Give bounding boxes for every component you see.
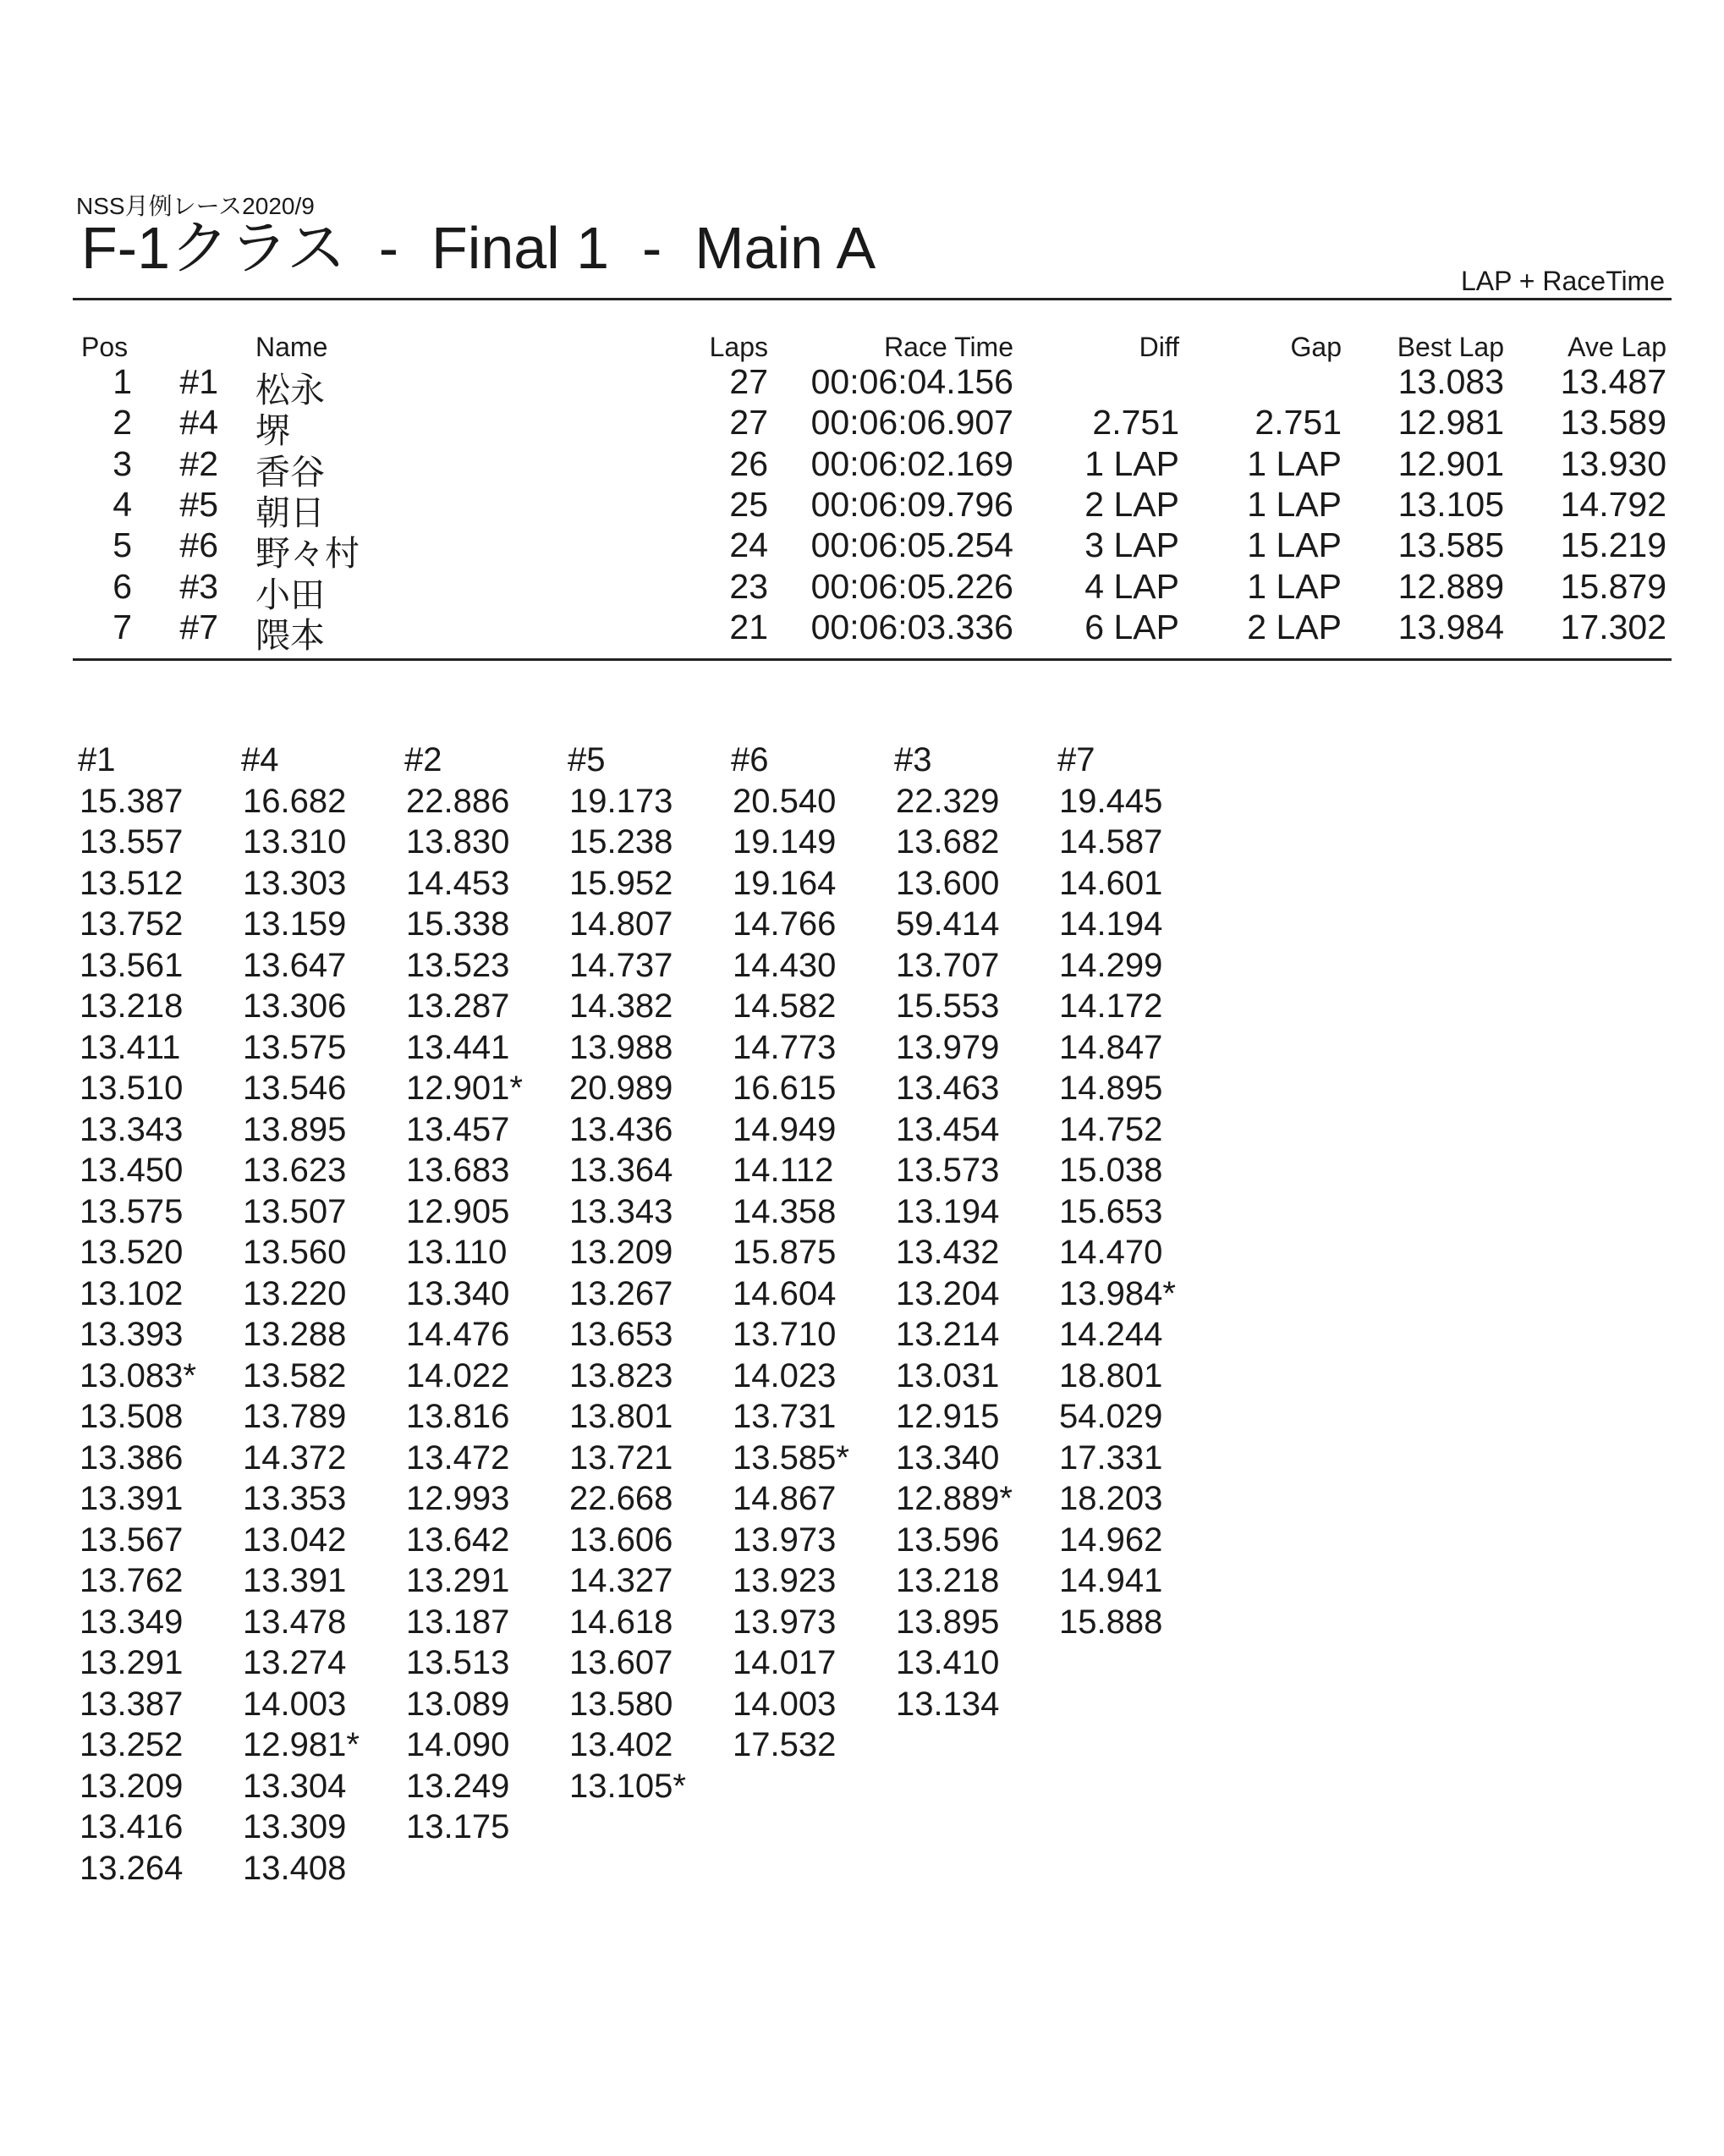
lap-time: 13.291 [80,1644,184,1681]
lap-time: 13.454 [896,1110,1000,1148]
result-name: 隈本 [255,615,325,655]
lap-time: 19.445 [1059,782,1163,820]
lap-column-header: #2 [404,741,442,778]
header-gap: Gap [1290,332,1342,362]
lap-time: 13.304 [243,1767,347,1805]
result-pos: 1 [113,362,132,401]
lap-time: 14.807 [569,905,673,943]
result-laps: 24 [729,525,768,565]
lap-time: 15.888 [1059,1603,1163,1641]
result-laps: 27 [729,403,768,443]
result-best-lap: 13.083 [1397,362,1504,401]
lap-time: 13.582 [243,1356,347,1394]
result-race-time: 00:06:04.156 [810,362,1013,401]
lap-time: 54.029 [1059,1398,1163,1435]
lap-time: 13.984* [1059,1274,1176,1312]
lap-time: 13.546 [243,1070,347,1107]
lap-time: 13.623 [243,1152,347,1189]
result-ave-lap: 15.219 [1560,525,1666,565]
lap-time: 13.707 [896,946,1000,984]
lap-time: 13.343 [569,1192,673,1230]
lap-time: 17.532 [733,1726,837,1763]
result-pos: 4 [113,484,132,524]
lap-time: 13.575 [243,1028,347,1066]
lap-time: 14.453 [406,864,510,902]
lap-time: 13.642 [406,1521,510,1559]
lap-time: 13.573 [896,1152,1000,1189]
lap-time: 13.895 [243,1110,347,1148]
lap-time: 14.604 [733,1274,837,1312]
result-race-time: 00:06:05.226 [810,566,1013,606]
result-name: 松永 [255,371,325,410]
result-gap: 1 LAP [1247,443,1342,483]
lap-time: 14.962 [1059,1521,1163,1559]
result-pos: 2 [113,403,132,443]
report-title: F-1クラス - Final 1 - Main A [81,215,876,281]
lap-time: 14.941 [1059,1562,1163,1599]
lap-time: 13.411 [80,1028,181,1066]
result-race-time: 00:06:05.254 [810,525,1013,565]
lap-time: 13.410 [896,1644,1000,1681]
lap-time: 13.580 [569,1685,673,1723]
lap-time: 22.886 [406,782,510,820]
lap-time: 13.252 [80,1726,184,1763]
result-laps: 21 [729,607,768,646]
lap-time: 14.430 [733,946,837,984]
lap-time: 20.989 [569,1070,673,1107]
lap-time: 13.402 [569,1726,673,1763]
lap-time: 13.194 [896,1192,1000,1230]
lap-time: 13.187 [406,1603,510,1641]
lap-time: 13.600 [896,864,1000,902]
lap-time: 13.513 [406,1644,510,1681]
lap-time: 13.979 [896,1028,1000,1066]
lap-time: 13.510 [80,1070,184,1107]
result-gap: 1 LAP [1247,484,1342,524]
result-laps: 25 [729,484,768,524]
lap-time: 13.436 [569,1110,673,1148]
lap-time: 13.606 [569,1521,673,1559]
lap-time: 15.653 [1059,1192,1163,1230]
lap-time: 12.889* [896,1480,1013,1517]
result-gap: 2.751 [1255,403,1342,443]
header-best-lap: Best Lap [1397,332,1504,362]
result-gap: 1 LAP [1247,525,1342,565]
lap-time: 13.450 [80,1152,184,1189]
lap-time: 13.340 [896,1438,1000,1477]
lap-column-header: #4 [241,741,279,778]
lap-time: 13.731 [733,1398,837,1435]
result-laps: 27 [729,362,768,401]
lap-time: 15.387 [80,782,184,820]
lap-time: 13.478 [243,1603,347,1641]
lap-time: 13.110 [406,1234,508,1271]
result-race-time: 00:06:03.336 [810,607,1013,646]
lap-time: 13.721 [569,1438,673,1477]
result-best-lap: 12.901 [1397,443,1504,483]
result-race-time: 00:06:06.907 [810,403,1013,443]
lap-time: 13.561 [80,946,184,984]
lap-time: 13.432 [896,1234,1000,1271]
lap-time: 13.801 [569,1398,673,1435]
result-ave-lap: 13.930 [1560,443,1666,483]
report-mode: LAP + RaceTime [1461,266,1665,296]
result-ave-lap: 15.879 [1560,566,1666,606]
result-best-lap: 12.889 [1397,566,1504,606]
lap-time: 13.391 [243,1562,347,1599]
lap-time: 13.287 [406,987,510,1025]
result-ave-lap: 13.487 [1560,362,1666,401]
lap-column-header: #3 [894,741,932,778]
lap-time: 13.762 [80,1562,184,1599]
lap-time: 13.031 [896,1356,1000,1394]
lap-time: 13.218 [80,987,184,1025]
lap-time: 13.507 [243,1192,347,1230]
lap-time: 19.173 [569,782,673,820]
lap-time: 14.017 [733,1644,837,1681]
lap-time: 13.306 [243,987,347,1025]
result-num: #1 [179,362,218,401]
lap-time: 13.683 [406,1152,510,1189]
header-pos: Pos [81,332,129,362]
result-name: 小田 [255,575,325,614]
lap-time: 13.988 [569,1028,673,1066]
result-num: #6 [179,525,218,565]
lap-time: 13.508 [80,1398,184,1435]
lap-time: 13.973 [733,1603,837,1641]
lap-time: 13.393 [80,1316,184,1353]
lap-time: 14.023 [733,1356,837,1394]
lap-time: 13.830 [406,823,510,861]
lap-time: 13.816 [406,1398,510,1435]
result-diff: 1 LAP [1084,443,1179,483]
lap-time: 22.668 [569,1480,673,1517]
lap-time: 19.164 [733,864,837,902]
lap-time: 13.134 [896,1685,1000,1723]
lap-column-header: #6 [731,741,769,778]
result-num: #2 [179,443,218,483]
lap-time: 13.249 [406,1767,510,1805]
lap-time: 13.042 [243,1521,347,1559]
result-diff: 3 LAP [1084,525,1179,565]
lap-time: 13.973 [733,1521,837,1559]
lap-time: 19.149 [733,823,837,861]
lap-time: 13.083* [80,1356,196,1394]
lap-time: 13.267 [569,1274,673,1312]
lap-time: 13.288 [243,1316,347,1353]
result-num: #7 [179,607,218,646]
lap-time: 13.647 [243,946,347,984]
lap-time: 14.112 [733,1152,834,1189]
lap-time: 13.596 [896,1521,1000,1559]
lap-time: 14.299 [1059,946,1163,984]
lap-time: 14.470 [1059,1234,1163,1271]
result-diff: 6 LAP [1084,607,1179,646]
lap-time: 12.915 [896,1398,1000,1435]
lap-time: 14.172 [1059,987,1163,1025]
result-best-lap: 13.585 [1397,525,1504,565]
lap-time: 13.349 [80,1603,184,1641]
lap-time: 13.309 [243,1808,347,1845]
lap-time: 14.766 [733,905,837,943]
result-race-time: 00:06:02.169 [810,443,1013,483]
lap-time: 15.238 [569,823,673,861]
result-name: 朝日 [255,492,325,532]
lap-time: 14.476 [406,1316,510,1353]
lap-time: 13.408 [243,1849,347,1887]
lap-time: 13.102 [80,1274,184,1312]
event-name: NSS月例レース2020/9 [76,193,315,219]
lap-time: 13.159 [243,905,347,943]
lap-time: 13.343 [80,1110,184,1148]
result-laps: 23 [729,566,768,606]
lap-time: 14.003 [733,1685,837,1723]
lap-time: 13.567 [80,1521,184,1559]
lap-time: 13.457 [406,1110,510,1148]
result-ave-lap: 14.792 [1560,484,1666,524]
lap-time: 15.952 [569,864,673,902]
lap-time: 13.575 [80,1192,184,1230]
lap-time: 13.416 [80,1808,184,1845]
lap-time: 13.220 [243,1274,347,1312]
lap-time: 14.382 [569,987,673,1025]
lap-time: 13.752 [80,905,184,943]
lap-time: 14.022 [406,1356,510,1394]
lap-time: 13.653 [569,1316,673,1353]
lap-time: 14.244 [1059,1316,1163,1353]
lap-time: 13.386 [80,1438,184,1477]
result-best-lap: 12.981 [1397,403,1504,443]
lap-time: 12.905 [406,1192,510,1230]
result-gap: 2 LAP [1247,607,1342,646]
lap-time: 14.090 [406,1726,510,1763]
lap-time: 13.089 [406,1685,510,1723]
result-pos: 7 [113,607,132,646]
lap-time: 13.607 [569,1644,673,1681]
lap-time: 13.463 [896,1070,1000,1107]
lap-time: 13.391 [80,1480,184,1517]
lap-time: 13.364 [569,1152,673,1189]
lap-time: 15.875 [733,1234,837,1271]
lap-time: 18.203 [1059,1480,1163,1517]
lap-time: 13.923 [733,1562,837,1599]
lap-time: 13.204 [896,1274,1000,1312]
lap-time: 59.414 [896,905,1000,943]
lap-time: 13.472 [406,1438,510,1477]
header-laps: Laps [709,332,768,362]
lap-time: 13.175 [406,1808,510,1845]
lap-time: 13.682 [896,823,1000,861]
lap-time: 14.601 [1059,864,1163,902]
result-race-time: 00:06:09.796 [810,484,1013,524]
lap-time: 16.682 [243,782,347,820]
lap-column-header: #5 [568,741,606,778]
lap-time: 13.895 [896,1603,1000,1641]
lap-time: 14.847 [1059,1028,1163,1066]
result-laps: 26 [729,443,768,483]
lap-time: 13.523 [406,946,510,984]
lap-time: 13.710 [733,1316,837,1353]
header-rule [73,298,1672,300]
lap-time: 16.615 [733,1070,837,1107]
lap-time: 13.520 [80,1234,184,1271]
header-name: Name [255,332,328,362]
lap-time: 14.949 [733,1110,837,1148]
lap-time: 13.789 [243,1398,347,1435]
lap-column-header: #1 [78,741,116,778]
lap-time: 14.895 [1059,1070,1163,1107]
header-diff: Diff [1139,332,1179,362]
lap-time: 14.582 [733,987,837,1025]
lap-time: 13.353 [243,1480,347,1517]
lap-time: 13.264 [80,1849,184,1887]
lap-time: 13.214 [896,1316,1000,1353]
lap-time: 14.752 [1059,1110,1163,1148]
lap-time: 17.331 [1059,1438,1163,1477]
lap-time: 22.329 [896,782,1000,820]
result-diff: 4 LAP [1084,566,1179,606]
result-pos: 5 [113,525,132,565]
lap-time: 13.209 [569,1234,673,1271]
result-best-lap: 13.984 [1397,607,1504,646]
lap-time: 13.274 [243,1644,347,1681]
lap-time: 14.773 [733,1028,837,1066]
lap-time: 14.867 [733,1480,837,1517]
result-num: #4 [179,403,218,443]
result-diff: 2 LAP [1084,484,1179,524]
result-name: 堺 [255,411,290,451]
lap-time: 13.560 [243,1234,347,1271]
lap-time: 14.737 [569,946,673,984]
result-name: 香谷 [255,452,325,492]
header-race-time: Race Time [884,332,1013,362]
result-ave-lap: 13.589 [1560,403,1666,443]
lap-time: 13.291 [406,1562,510,1599]
lap-time: 13.105* [569,1767,686,1805]
lap-time: 13.585* [733,1438,849,1477]
lap-time: 13.512 [80,864,184,902]
result-num: #3 [179,566,218,606]
lap-time: 12.981* [243,1726,360,1763]
result-pos: 3 [113,443,132,483]
result-num: #5 [179,484,218,524]
lap-time: 13.310 [243,823,347,861]
lap-time: 12.901* [406,1070,523,1107]
lap-time: 18.801 [1059,1356,1163,1394]
lap-time: 13.387 [80,1685,184,1723]
lap-time: 20.540 [733,782,837,820]
header-ave-lap: Ave Lap [1568,332,1666,362]
lap-time: 14.618 [569,1603,673,1641]
lap-time: 13.303 [243,864,347,902]
lap-time: 13.340 [406,1274,510,1312]
lap-time: 13.218 [896,1562,1000,1599]
results-rule [73,658,1672,661]
lap-time: 15.038 [1059,1152,1163,1189]
lap-column-header: #7 [1057,741,1095,778]
lap-time: 14.327 [569,1562,673,1599]
result-best-lap: 13.105 [1397,484,1504,524]
lap-time: 14.194 [1059,905,1163,943]
result-name: 野々村 [255,534,360,574]
lap-time: 14.358 [733,1192,837,1230]
result-gap: 1 LAP [1247,566,1342,606]
lap-time: 12.993 [406,1480,510,1517]
lap-time: 13.823 [569,1356,673,1394]
lap-time: 13.557 [80,823,184,861]
result-ave-lap: 17.302 [1560,607,1666,646]
lap-time: 14.372 [243,1438,347,1477]
lap-time: 15.338 [406,905,510,943]
lap-time: 14.003 [243,1685,347,1723]
lap-time: 15.553 [896,987,1000,1025]
lap-time: 14.587 [1059,823,1163,861]
lap-time: 13.441 [406,1028,510,1066]
lap-time: 13.209 [80,1767,184,1805]
result-pos: 6 [113,566,132,606]
result-diff: 2.751 [1092,403,1179,443]
